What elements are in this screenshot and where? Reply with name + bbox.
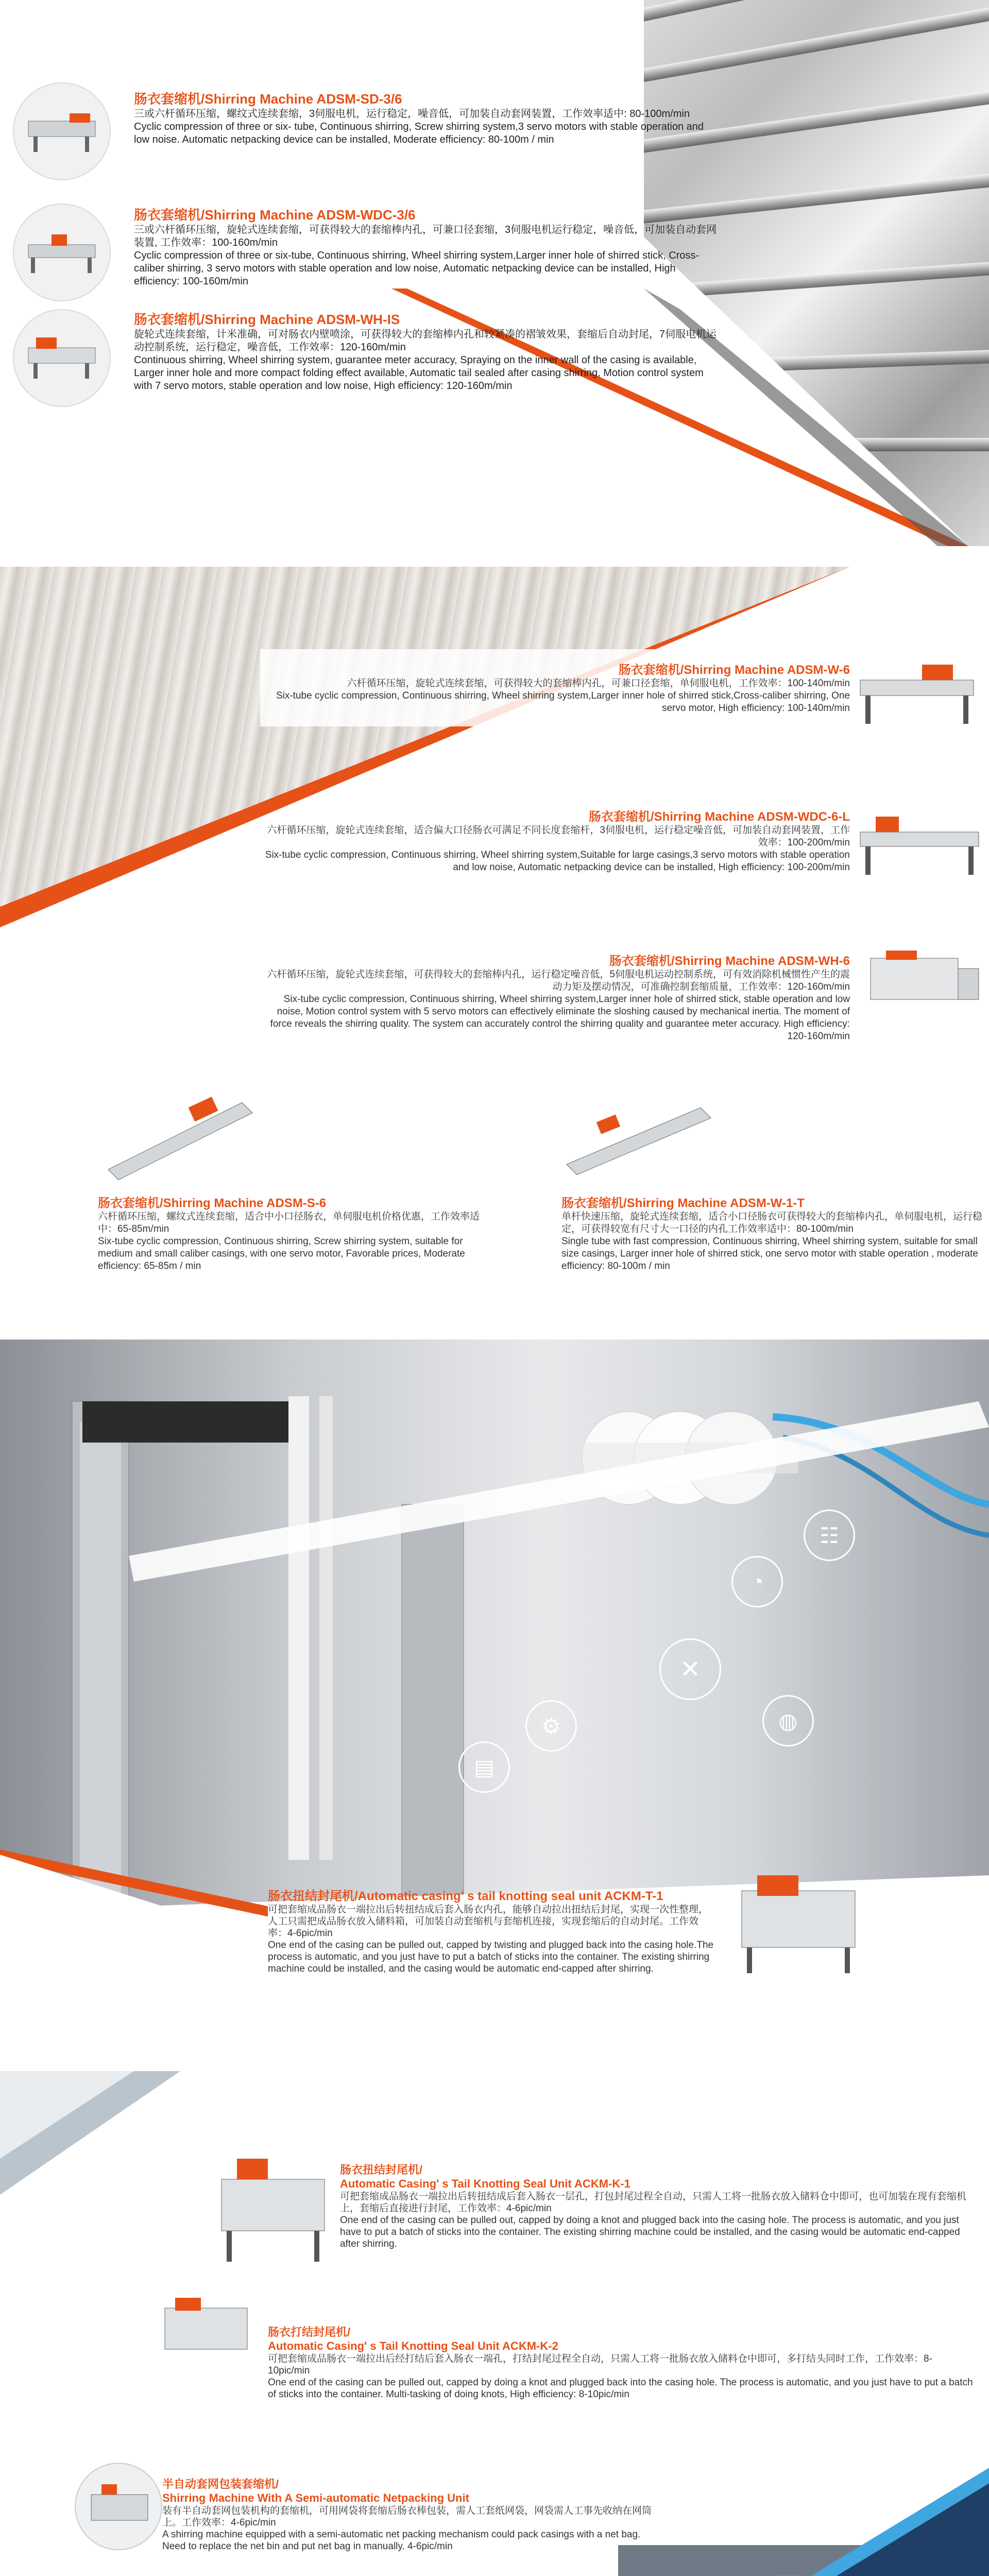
product-desc-en: One end of the casing can be pulled out, capped by doing a knot and plugged back into the casing hole. The process is automatic, and you just have to put a batch of sticks into the container. The existing shirring machine could be installed, and the casing would be automatic end-capped after shirring. bbox=[340, 2215, 960, 2249]
product-adsm-w6 bbox=[258, 659, 850, 715]
product-adsm-sd bbox=[13, 82, 734, 180]
product-thumbnail bbox=[75, 2463, 162, 2550]
section-knotting-netpacking bbox=[0, 2071, 989, 2576]
tools-icon: ✕ bbox=[659, 1638, 721, 1700]
machine-w1t-image bbox=[556, 1082, 721, 1185]
speedometer-icon: ◔ bbox=[731, 1556, 783, 1607]
product-ackm-k2 bbox=[268, 2324, 974, 2400]
product-title: 肠衣套缩机/Shirring Machine ADSM-WDC-6-L bbox=[588, 810, 850, 824]
product-desc-en: Cyclic compression of three or six-tube, Continuous shirring, Wheel shirring system,Larger inner hole of shirred stick, Cross-caliber shirring, 3 servo motors with stable operation and low noise, Automatic netpacking device can be installed, High efficiency: 100-160m/min bbox=[134, 250, 700, 287]
product-desc-en: One end of the casing can be pulled out, capped by doing a knot and plugged back into the casing hole. The process is automatic, and you just have to put a batch of sticks into the container. Multi-tasking of doing knots, High efficiency: 8-10pic/min bbox=[268, 2377, 973, 2400]
machine-k1-image bbox=[201, 2133, 345, 2267]
product-desc-cn: 六杆循环压缩，旋轮式连续套缩，可获得较大的套缩棒内孔，运行稳定噪音低，5伺服电机运动控制系统，可有效消除机械惯性产生的震动力矩及摆动情况，可准确控制套缩质量，工作效率：120-160m/min bbox=[267, 969, 850, 992]
dials-icon: ☷ bbox=[804, 1510, 855, 1561]
product-title: 肠衣套缩机/Shirring Machine ADSM-WDC-3/6 bbox=[134, 207, 416, 223]
machine-icon bbox=[23, 106, 100, 157]
product-desc-en: One end of the casing can be pulled out, capped by twisting and plugged back into the casing hole.The process is automatic, and you just have to put a batch of sticks into the container. The existing shirring machine could be installed, and the casing would be automatic end-capped after shirring. bbox=[268, 1940, 714, 1974]
product-desc-cn: 六杆循环压缩，旋轮式连续套缩，适合偏大口径肠衣可满足不同长度套缩杆，3伺服电机，运行稳定噪音低，可加装自动套网装置，工作效率：100-200m/min bbox=[267, 825, 850, 848]
product-desc-cn: 旋轮式连续套缩，计米准确，可对肠衣内壁喷涂，可获得较大的套缩棒内孔和较紧凑的褶皱效果，套缩后自动封尾，7伺服电机运动控制系统，运行稳定，噪音低，工作效率：120-160m/min bbox=[134, 329, 717, 353]
product-title: 肠衣套缩机/Shirring Machine ADSM-W-1-T bbox=[561, 1196, 805, 1210]
product-semiauto-netpacking bbox=[162, 2476, 657, 2552]
product-desc-cn: 三或六杆循环压缩，螺纹式连续套缩，3伺服电机，运行稳定，噪音低，可加装自动套网装置，工作效率适中: 80-100m/min bbox=[134, 108, 690, 120]
product-desc-en: Cyclic compression of three or six- tube, Continuous shirring, Screw shirring system,3 servo motors with stable operation and low noise. Automatic netpacking device can be installed, Moderate efficiency: 80-100m / min bbox=[134, 121, 704, 145]
product-title-cn: 半自动套网包装套缩机/ bbox=[162, 2478, 279, 2490]
product-desc-cn: 六杆循环压缩，旋轮式连续套缩，可获得较大的套缩棒内孔，可兼口径套缩，单伺服电机，工作效率：100-140m/min bbox=[347, 678, 850, 689]
product-thumbnail bbox=[13, 204, 111, 301]
product-desc-cn: 三或六杆循环压缩，旋轮式连续套缩，可获得较大的套缩棒内孔，可兼口径套缩，3伺服电机运行稳定，噪音低，可加装自动套网装置, 工作效率：100-160m/min bbox=[134, 224, 717, 248]
machine-wh6-image bbox=[855, 938, 984, 1025]
product-adsm-s6 bbox=[98, 1193, 489, 1273]
settings-icon: ◍ bbox=[762, 1695, 814, 1747]
gears-icon: ⚙ bbox=[525, 1700, 577, 1752]
product-desc-en: Single tube with fast compression, Continuous shirring, Wheel shirring system, suitable for small size casings, Larger inner hole of shirred stick, one servo motor with stable operation , moderate efficiency: 80-100m / min bbox=[561, 1236, 978, 1272]
product-desc-cn: 可把套缩成品肠衣一端拉出后经打结后套入肠衣一端孔，打结封尾过程全自动，只需人工将一批肠衣放入储料仓中即可，多打结头同时工作，工作效率：8-10pic/min bbox=[268, 2353, 932, 2376]
product-desc-cn: 单杆快速压缩，旋轮式连续套缩，适合小口径肠衣可获得较大的套缩棒内孔，单伺服电机，运行稳定，可获得较宽有尺寸大一口径的内孔工作效率适中：80-100m/min bbox=[561, 1211, 983, 1234]
product-desc-en: Six-tube cyclic compression, Continuous shirring, Wheel shirring system,Larger inner hole of shirred stick,Cross-caliber shirring, One servo motor, High efficiency: 100-140m/min bbox=[276, 690, 850, 714]
section-shirring-sd-wdc-wh bbox=[0, 0, 989, 546]
product-title: 肠衣套缩机/Shirring Machine ADSM-WH-IS bbox=[134, 312, 400, 327]
product-adsm-w1t bbox=[561, 1193, 984, 1273]
product-title: 肠衣套缩机/Shirring Machine ADSM-S-6 bbox=[98, 1196, 327, 1210]
product-adsm-wh6 bbox=[258, 951, 850, 1043]
product-desc-en: Six-tube cyclic compression, Continuous shirring, Screw shirring system, suitable for medium and small caliber casings, with one servo motor, Favorable prices, Moderate efficiency: 65-85m / min bbox=[98, 1236, 465, 1272]
machine-icon bbox=[23, 332, 100, 384]
machine-w6-image bbox=[850, 644, 984, 732]
product-desc-cn: 可把套缩成品肠衣一端拉出后转扭结成后套入肠衣内孔，能够自动拉出扭结后封尾，实现一次性整理，人工只需把成品肠衣放入储料箱，可加装自动套缩机与套缩机连接，实现套缩后的自动封尾。工作效率：4-6pic/min bbox=[268, 1904, 709, 1939]
product-title: 肠衣套缩机/Shirring Machine ADSM-W-6 bbox=[618, 663, 850, 677]
product-title-cn: 肠衣打结封尾机/ bbox=[268, 2326, 351, 2338]
product-desc-en: Six-tube cyclic compression, Continuous shirring, Wheel shirring system,Suitable for large casings,3 servo motors with stable operation and low noise, Automatic netpacking device can be installed, High efficiency: 100-200m/min bbox=[265, 850, 850, 873]
machine-t1-image bbox=[726, 1860, 881, 1978]
machine-wdc6l-image bbox=[855, 793, 984, 881]
product-title: 肠衣套缩机/Shirring Machine ADSM-WH-6 bbox=[609, 954, 850, 968]
product-title-en: Shirring Machine With A Semi-automatic Netpacking Unit bbox=[162, 2492, 469, 2504]
machine-semiauto-image bbox=[76, 2464, 163, 2551]
product-desc-en: A shirring machine equipped with a semi-automatic net packing mechanism could pack casings with a net bag. Need to replace the net bin and put net bag in manually. 4-6pic/min bbox=[162, 2529, 641, 2552]
product-desc-en: Continuous shirring, Wheel shirring system, guarantee meter accuracy, Spraying on the inner wall of the casing is available, Larger inner hole and more compact folding effect available, Automatic tail sealed after casing shirring, Motion control system with 7 servo motors, stable operation and low noise, High efficiency: 120-160m/min bbox=[134, 354, 704, 392]
machine-k2-image bbox=[155, 2287, 258, 2365]
product-thumbnail bbox=[13, 82, 111, 180]
product-desc-en: Six-tube cyclic compression, Continuous shirring, Wheel shirring system,Larger inner hole of shirred stick, stable operation and low noise, Motion control system with 5 servo motors can effectively eliminate the sloshing caused by mechanical inertia. The moment of force reveals the shirring quality. The system can accurately control the shirring quality and guarantee meter accuracy. High efficiency: 120-160m/min bbox=[270, 994, 850, 1042]
section-shirring-w-series bbox=[0, 567, 989, 1298]
product-title: 肠衣套缩机/Shirring Machine ADSM-SD-3/6 bbox=[134, 91, 402, 107]
product-title-en: Automatic Casing' s Tail Knotting Seal Unit ACKM-K-2 bbox=[268, 2340, 558, 2352]
product-adsm-wdc6l bbox=[258, 806, 850, 874]
machine-s6-image bbox=[98, 1082, 263, 1185]
chart-icon: ▤ bbox=[458, 1741, 510, 1793]
section-tail-knotting-t1 bbox=[0, 1340, 989, 2050]
product-adsm-wdc bbox=[13, 204, 734, 301]
product-title: 肠衣扭结封尾机/Automatic casing' s tail knotting seal unit ACKM-T-1 bbox=[268, 1889, 663, 1903]
product-thumbnail bbox=[13, 309, 111, 407]
product-ackm-k1 bbox=[340, 2161, 974, 2250]
product-desc-cn: 六杆循环压缩，螺纹式连续套缩，适合中小口径肠衣，单伺服电机价格优惠，工作效率适中：65-85m/min bbox=[98, 1211, 480, 1234]
product-ackm-t1 bbox=[268, 1886, 716, 1975]
product-title-en: Automatic Casing' s Tail Knotting Seal Unit ACKM-K-1 bbox=[340, 2177, 630, 2190]
product-desc-cn: 装有半自动套网包装机构的套缩机，可用网袋将套缩后肠衣棒包装，需人工套纸网袋，网袋需人工事先收纳在网筒上。工作效率：4-6pic/min bbox=[162, 2505, 652, 2528]
product-title-cn: 肠衣扭结封尾机/ bbox=[340, 2163, 423, 2176]
product-desc-cn: 可把套缩成品肠衣一端拉出后转扭结成后套入肠衣一层孔，打包封尾过程全自动，只需人工将一批肠衣放入储料仓中即可，也可加装在现有套缩机上，套缩后直接进行封尾，工作效率：4-6pic/min bbox=[340, 2191, 967, 2214]
machine-icon bbox=[23, 227, 100, 278]
product-adsm-wh bbox=[13, 309, 734, 407]
